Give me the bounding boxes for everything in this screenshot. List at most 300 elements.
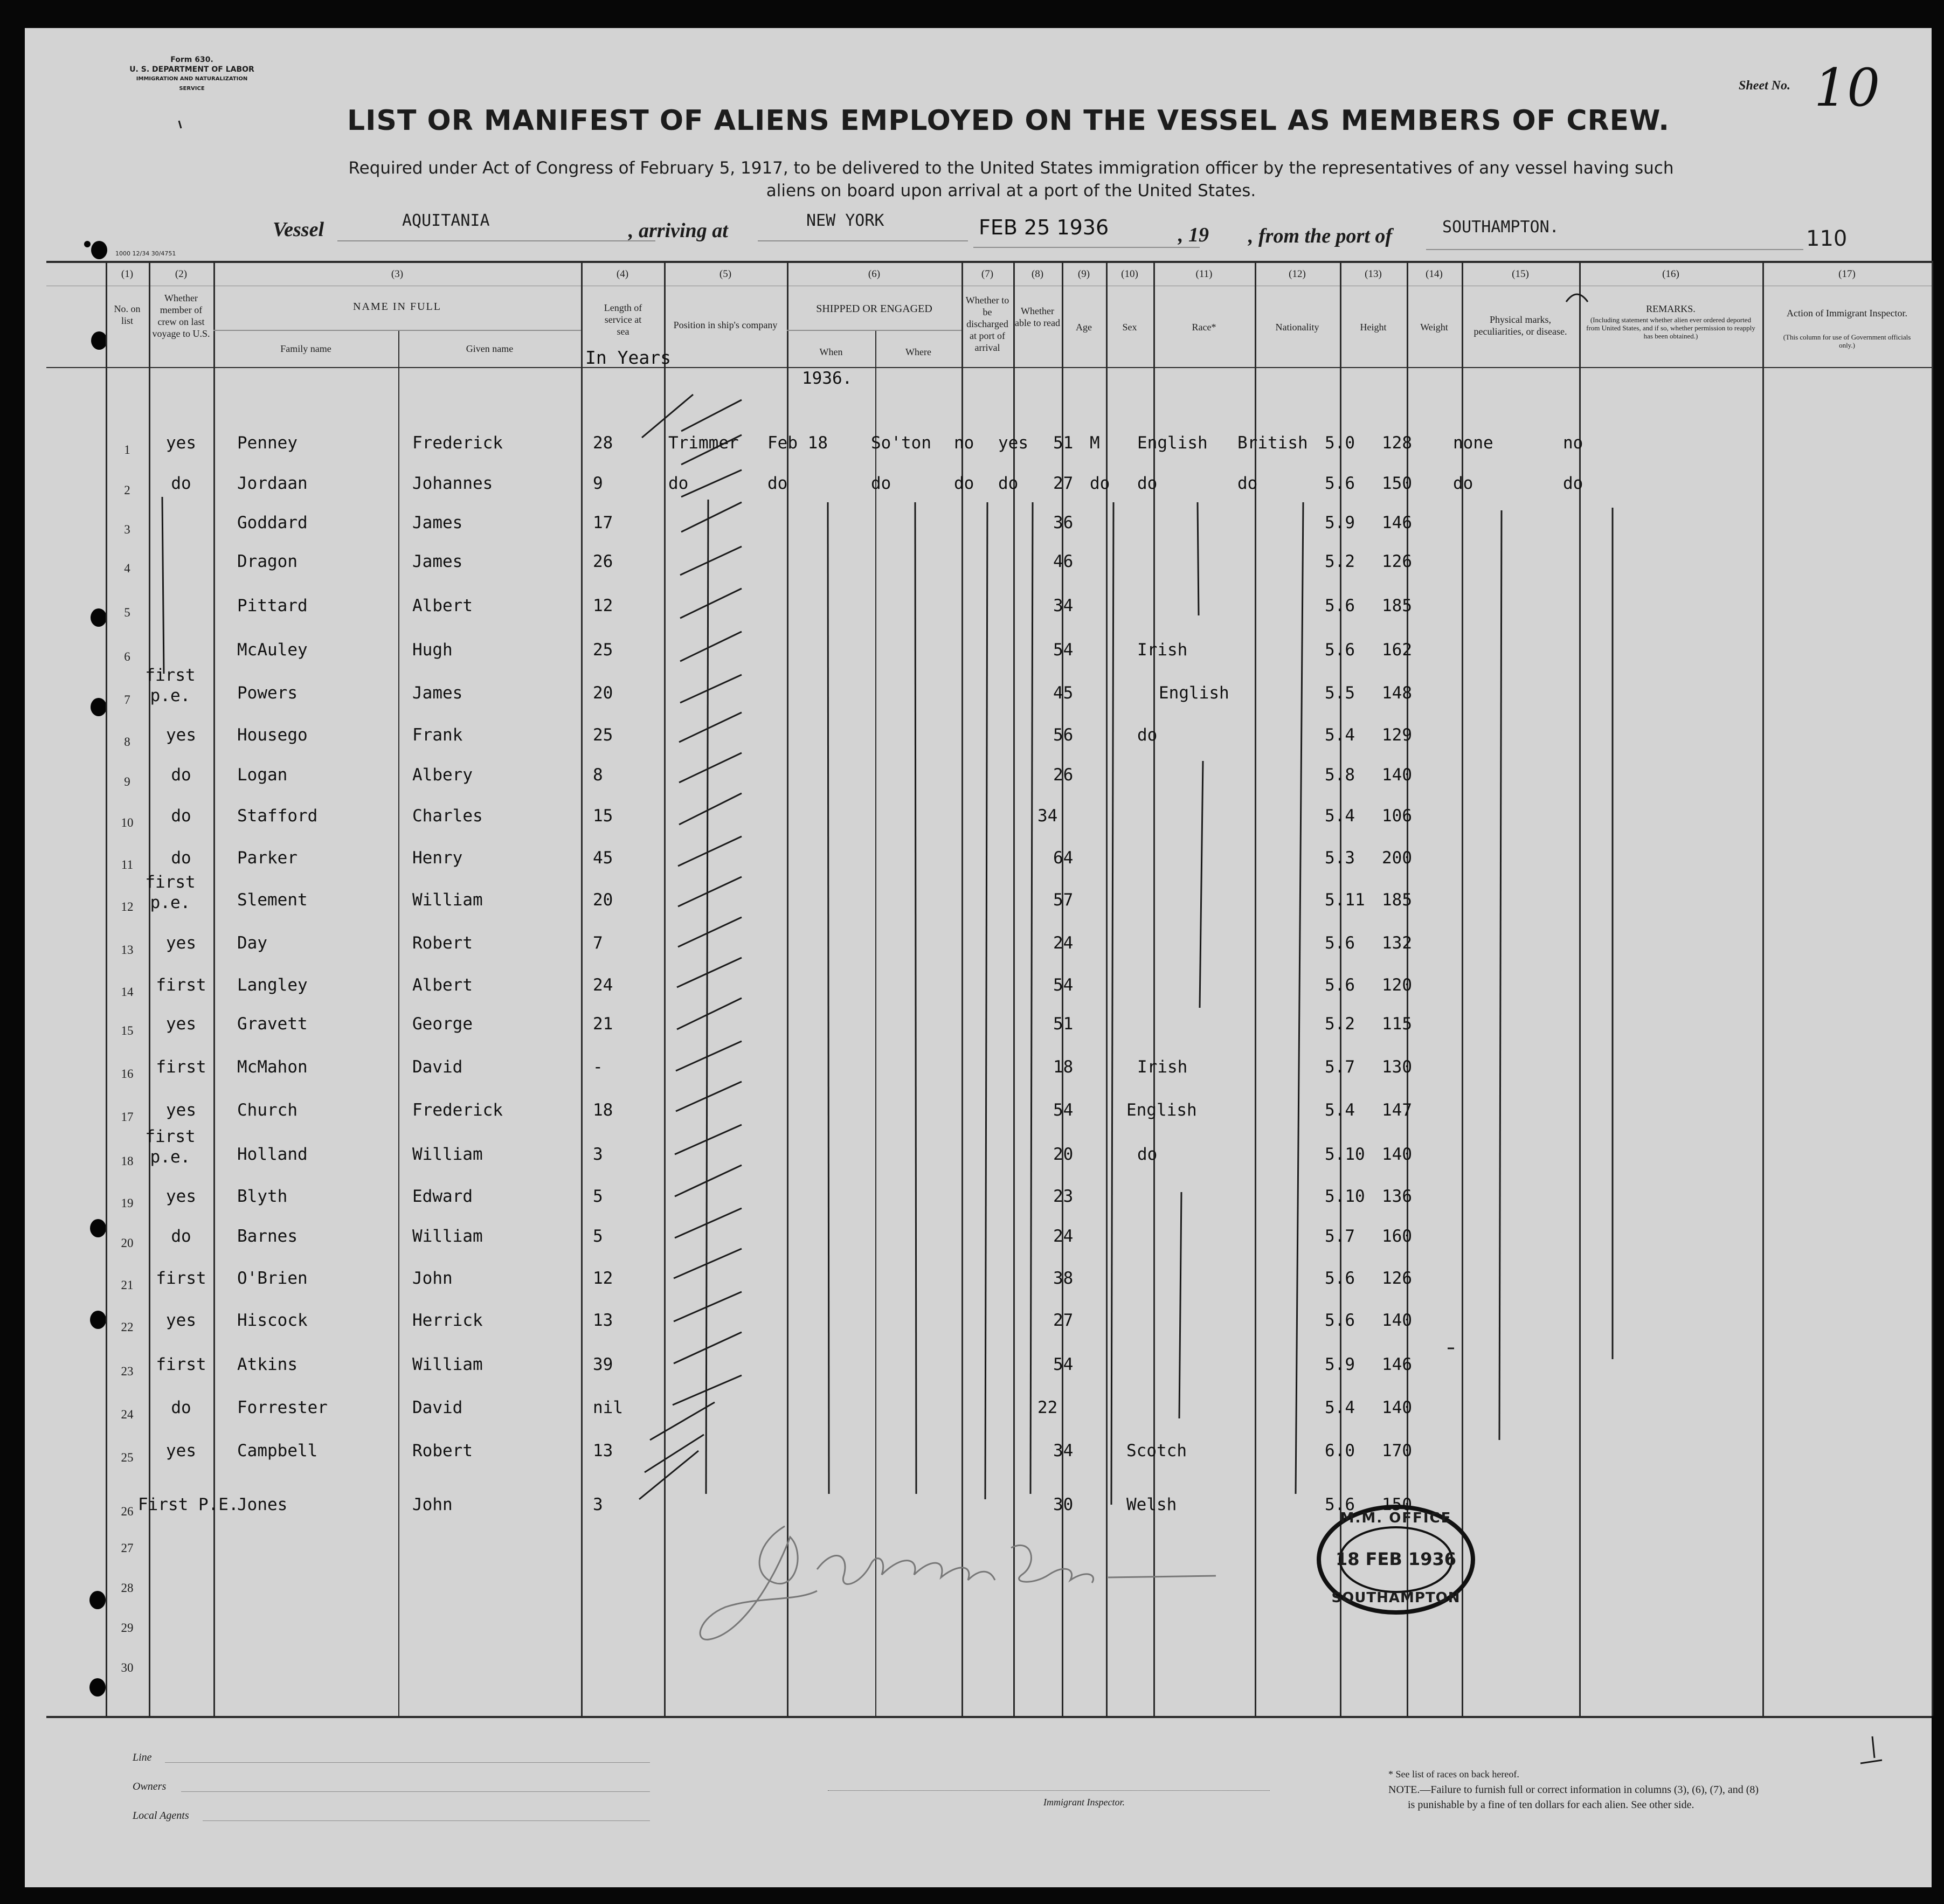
cell-family: Housego — [237, 725, 308, 745]
column-number: (3) — [391, 268, 404, 280]
column-number: (5) — [719, 268, 732, 280]
cell-service: 5 — [593, 1227, 603, 1246]
cell-height: 5.6 — [1325, 1495, 1355, 1514]
row-number: 17 — [121, 1110, 134, 1124]
cell-age: 20 — [1053, 1145, 1074, 1164]
cell-given: John — [412, 1269, 453, 1288]
subtitle-line-1: Required under Act of Congress of February 5, 1917, to be delivered to the United States immigration officer by the representatives of any vessel having such — [348, 158, 1674, 178]
row-number: 27 — [121, 1541, 134, 1555]
cell-crew: First P.E. — [138, 1495, 239, 1514]
column-number: (9) — [1077, 268, 1090, 280]
cell-height: 5.6 — [1325, 474, 1355, 493]
cell-crew: first — [156, 1355, 206, 1374]
cell-age: 34 — [1053, 596, 1074, 615]
row-number: 2 — [124, 483, 130, 497]
cell-where: do — [871, 474, 891, 493]
cell-height: 5.0 — [1325, 433, 1355, 453]
cell-service: 26 — [593, 552, 613, 571]
row-number: 8 — [124, 735, 130, 749]
cell-race: do — [1137, 474, 1158, 493]
cell-weight: 162 — [1382, 640, 1412, 660]
cell-family: Gravett — [237, 1014, 308, 1034]
cell-height: 5.9 — [1325, 513, 1355, 532]
cell-weight: 140 — [1382, 765, 1412, 785]
header-given-name: Given name — [466, 343, 514, 354]
cell-family: Jordaan — [237, 474, 308, 493]
cell-given: David — [412, 1057, 463, 1077]
cell-nationality: do — [1237, 474, 1258, 493]
cell-race: English — [1137, 433, 1208, 453]
header-length-of-service: Length of service at sea — [604, 302, 642, 337]
cell-age: 22 — [1037, 1398, 1058, 1417]
cell-given: Albert — [412, 596, 473, 615]
cell-race: Irish — [1137, 640, 1188, 660]
cell-crew: yes — [166, 933, 196, 953]
cell-crew: do — [171, 848, 191, 868]
cell-age: 56 — [1053, 725, 1074, 745]
cell-family: Blyth — [237, 1187, 288, 1206]
column-number: (11) — [1195, 268, 1213, 280]
cell-service: 39 — [593, 1355, 613, 1374]
cell-sex: do — [1090, 474, 1110, 493]
cell-family: Hiscock — [237, 1311, 308, 1330]
cell-service: 45 — [593, 848, 613, 868]
cell-weight: 200 — [1382, 848, 1412, 868]
cell-height: 5.6 — [1325, 975, 1355, 995]
cell-age: 54 — [1053, 1100, 1074, 1120]
cell-weight: 129 — [1382, 725, 1412, 745]
row-number: 19 — [121, 1196, 134, 1210]
print-code: 1000 12/34 30/4751 — [115, 250, 176, 257]
cell-service: 15 — [593, 806, 613, 826]
cell-service: 5 — [593, 1187, 603, 1206]
arrival-port: NEW YORK — [806, 211, 884, 230]
column-number: (7) — [981, 268, 994, 280]
cell-given: William — [412, 890, 483, 910]
cell-given: Frederick — [412, 1100, 503, 1120]
cell-read: do — [998, 474, 1019, 493]
cell-service: 21 — [593, 1014, 613, 1034]
cell-race: do — [1137, 725, 1158, 745]
cell-weight: 140 — [1382, 1398, 1412, 1417]
cell-family: Logan — [237, 765, 288, 785]
cell-age: 54 — [1053, 975, 1074, 995]
cell-age: 27 — [1053, 474, 1074, 493]
cell-family: Holland — [237, 1145, 308, 1164]
cell-given: Johannes — [412, 474, 493, 493]
cell-crew: first — [156, 1269, 206, 1288]
cell-weight: 160 — [1382, 1227, 1412, 1246]
cell-age: 23 — [1053, 1187, 1074, 1206]
cell-service: 18 — [593, 1100, 613, 1120]
cell-crew: first — [156, 975, 206, 995]
cell-crew: yes — [166, 1100, 196, 1120]
cell-weight: 147 — [1382, 1100, 1412, 1120]
page-count: 110 — [1806, 226, 1848, 251]
cell-height: 5.6 — [1325, 596, 1355, 615]
inspector-signature — [688, 1505, 1259, 1666]
row-number: 10 — [121, 816, 134, 829]
cell-weight: 170 — [1382, 1441, 1412, 1460]
departure-port: SOUTHAMPTON. — [1442, 218, 1559, 237]
header-name-in-full: NAME IN FULL — [353, 301, 441, 313]
cell-age: 64 — [1053, 848, 1074, 868]
cell-height: 5.7 — [1325, 1057, 1355, 1077]
cell-service: 12 — [593, 1269, 613, 1288]
cell-crew: yes — [166, 1014, 196, 1034]
cell-crew: do — [171, 474, 191, 493]
cell-height: 6.0 — [1325, 1441, 1355, 1460]
header-sex: Sex — [1122, 322, 1137, 333]
cell-given: Frank — [412, 725, 463, 745]
cell-family: Stafford — [237, 806, 318, 826]
vessel-label: Vessel — [273, 218, 324, 241]
header-race: Race* — [1192, 322, 1216, 333]
cell-race: Irish — [1137, 1057, 1188, 1077]
cell-weight: 106 — [1382, 806, 1412, 826]
row-number: 6 — [124, 650, 130, 663]
cell-family: Church — [237, 1100, 298, 1120]
cell-where: So'ton — [871, 433, 931, 453]
footer-line-label: Line — [133, 1751, 152, 1763]
column-number: (16) — [1662, 268, 1679, 280]
stamp-port: SOUTHAMPTON — [1331, 1590, 1461, 1606]
row-number: 13 — [121, 943, 134, 957]
cell-service: 24 — [593, 975, 613, 995]
cell-family: McAuley — [237, 640, 308, 660]
cell-given: James — [412, 552, 463, 571]
cell-height: 5.5 — [1325, 683, 1355, 703]
cell-weight: 126 — [1382, 552, 1412, 571]
cell-service: 28 — [593, 433, 613, 453]
cell-weight: 146 — [1382, 1355, 1412, 1374]
header-age: Age — [1076, 322, 1092, 333]
row-number: 12 — [121, 900, 134, 913]
cell-family: Powers — [237, 683, 298, 703]
footer-agents-rule — [203, 1820, 650, 1821]
header-list-number: No. on list — [114, 303, 141, 326]
cell-service: 3 — [593, 1495, 603, 1514]
row-number: 23 — [121, 1365, 134, 1378]
cell-family: Forrester — [237, 1398, 328, 1417]
cell-crew: yes — [166, 1187, 196, 1206]
stamp-date: 18 FEB 1936 — [1336, 1549, 1456, 1569]
cell-given: Robert — [412, 933, 473, 953]
cell-service: - — [593, 1057, 603, 1077]
cell-weight: 126 — [1382, 1269, 1412, 1288]
cell-when: do — [767, 474, 788, 493]
row-number: 11 — [121, 858, 134, 871]
cell-given: Albert — [412, 975, 473, 995]
cell-given: William — [412, 1145, 483, 1164]
cell-crew: yes — [166, 1441, 196, 1460]
cell-height: 5.4 — [1325, 806, 1355, 826]
header-position: Position in ship's company — [673, 320, 778, 330]
header-inspector-note: (This column for use of Government officials only.) — [1783, 333, 1911, 349]
header-physical-marks: Physical marks, peculiarities, or disease. — [1473, 314, 1567, 337]
header-nationality: Nationality — [1275, 322, 1319, 333]
cell-age: 24 — [1053, 1227, 1074, 1246]
footer-agents-label: Local Agents — [133, 1810, 189, 1822]
vessel-name: AQUITANIA — [402, 211, 490, 230]
cell-given: Frederick — [412, 433, 503, 453]
cell-given: Albery — [412, 765, 473, 785]
cell-given: Robert — [412, 1441, 473, 1460]
row-number: 20 — [121, 1236, 134, 1250]
cell-given: Edward — [412, 1187, 473, 1206]
header-discharged: Whether to be discharged at port of arrival — [965, 295, 1009, 353]
service-unit-entry: In Years — [585, 347, 671, 368]
cell-given: Hugh — [412, 640, 453, 660]
cell-age: 51 — [1053, 1014, 1074, 1034]
column-number: (10) — [1121, 268, 1138, 280]
cell-height: 5.3 — [1325, 848, 1355, 868]
cell-family: Day — [237, 933, 267, 953]
row-number: 1 — [124, 443, 130, 456]
cell-marks: do — [1453, 474, 1473, 493]
header-shipped-where: Where — [905, 347, 931, 357]
cell-sex: M — [1090, 433, 1100, 453]
inspector-signature-rule — [828, 1790, 1270, 1791]
sheet-number: 10 — [1814, 58, 1880, 118]
cell-height: 5.6 — [1325, 640, 1355, 660]
cell-service: 25 — [593, 725, 613, 745]
cell-age: 51 — [1053, 433, 1074, 453]
column-number: (8) — [1031, 268, 1044, 280]
cell-age: 46 — [1053, 552, 1074, 571]
cell-age: 34 — [1053, 1441, 1074, 1460]
cell-weight: 150 — [1382, 474, 1412, 493]
cell-marks: none — [1453, 433, 1493, 453]
cell-height: 5.9 — [1325, 1355, 1355, 1374]
row-number: 3 — [124, 523, 130, 536]
cell-service: 13 — [593, 1441, 613, 1460]
cell-given: James — [412, 683, 463, 703]
cell-family: O'Brien — [237, 1269, 308, 1288]
row-number: 28 — [121, 1581, 134, 1595]
row-number: 16 — [121, 1067, 134, 1081]
sheet-number-label: Sheet No. — [1739, 79, 1790, 93]
cell-crew: yes — [166, 725, 196, 745]
cell-given: Henry — [412, 848, 463, 868]
cell-family: Slement — [237, 890, 308, 910]
column-number: (1) — [121, 268, 134, 280]
cell-service: nil — [593, 1398, 623, 1417]
row-number: 29 — [121, 1621, 134, 1635]
column-number: (2) — [175, 268, 188, 280]
header-shipped-when: When — [819, 347, 843, 357]
row-number: 7 — [124, 693, 130, 707]
cell-position: Trimmer — [668, 433, 739, 453]
cell-given: George — [412, 1014, 473, 1034]
cell-height: 5.6 — [1325, 933, 1355, 953]
column-number: (12) — [1289, 268, 1306, 280]
column-number: (6) — [868, 268, 881, 280]
cell-crew: first p.e. — [145, 666, 196, 705]
cell-remarks: no — [1563, 433, 1583, 453]
cell-given: James — [412, 513, 463, 532]
cell-family: Dragon — [237, 552, 298, 571]
races-note: * See list of races on back hereof. — [1388, 1769, 1519, 1780]
cell-height: 5.4 — [1325, 725, 1355, 745]
form-number: Form 630. — [170, 56, 213, 64]
row-number: 5 — [124, 606, 130, 619]
cell-weight: 140 — [1382, 1145, 1412, 1164]
cell-crew: do — [171, 1227, 191, 1246]
cell-height: 5.11 — [1325, 890, 1365, 910]
cell-family: Langley — [237, 975, 308, 995]
cell-race: Welsh — [1126, 1495, 1177, 1514]
subtitle-line-2: aliens on board upon arrival at a port of the United States. — [766, 181, 1256, 200]
cell-race: English — [1159, 683, 1229, 703]
cell-weight: 150 — [1382, 1495, 1412, 1514]
row-number: 25 — [121, 1451, 134, 1464]
cell-crew: do — [171, 765, 191, 785]
cell-family: Jones — [237, 1495, 288, 1514]
cell-age: 54 — [1053, 640, 1074, 660]
cell-race: English — [1126, 1100, 1197, 1120]
cell-service: 13 — [593, 1311, 613, 1330]
header-inspector-action: Action of Immigrant Inspector. — [1787, 308, 1907, 319]
cell-crew: do — [171, 1398, 191, 1417]
cell-family: Atkins — [237, 1355, 298, 1374]
cell-given: John — [412, 1495, 453, 1514]
row-number: 21 — [121, 1278, 134, 1292]
cell-race: Scotch — [1126, 1441, 1187, 1460]
cell-weight: 115 — [1382, 1014, 1412, 1034]
cell-nationality: British — [1237, 433, 1308, 453]
cell-service: 3 — [593, 1145, 603, 1164]
row-number: 15 — [121, 1024, 134, 1037]
cell-age: 54 — [1053, 1355, 1074, 1374]
cell-remarks: do — [1563, 474, 1583, 493]
cell-given: Charles — [412, 806, 483, 826]
stamp-office: M.M. OFFICE — [1340, 1510, 1452, 1526]
cell-crew: first — [156, 1057, 206, 1077]
manifest-sheet — [25, 28, 1932, 1887]
cell-service: 7 — [593, 933, 603, 953]
cell-crew: yes — [166, 433, 196, 453]
service-name: IMMIGRATION AND NATURALIZATION SERVICE — [136, 76, 248, 92]
year-label: , 19 — [1178, 224, 1209, 246]
cell-age: 38 — [1053, 1269, 1074, 1288]
cell-height: 5.10 — [1325, 1187, 1365, 1206]
cell-age: 34 — [1037, 806, 1058, 826]
cell-weight: 185 — [1382, 890, 1412, 910]
cell-discharged: do — [954, 474, 974, 493]
from-port-label: , from the port of — [1248, 225, 1393, 247]
cell-crew: first p.e. — [145, 1127, 196, 1167]
cell-height: 5.10 — [1325, 1145, 1365, 1164]
penalty-note-1: NOTE.—Failure to furnish full or correct information in columns (3), (6), (7), and (8) — [1388, 1784, 1759, 1796]
cell-given: Herrick — [412, 1311, 483, 1330]
cell-height: 5.6 — [1325, 1311, 1355, 1330]
cell-family: Campbell — [237, 1441, 318, 1460]
cell-weight: 185 — [1382, 596, 1412, 615]
footer-owners-label: Owners — [133, 1781, 167, 1792]
cell-position: do — [668, 474, 689, 493]
cell-given: William — [412, 1227, 483, 1246]
header-remarks-note: (Including statement whether alien ever ordered deported from United States, and if so, whether permission to reapply has been obtained.) — [1586, 316, 1755, 340]
cell-service: 8 — [593, 765, 603, 785]
column-number: (14) — [1426, 268, 1443, 280]
shipped-year-entry: 1936. — [802, 369, 853, 388]
cell-family: Parker — [237, 848, 298, 868]
cell-crew: first p.e. — [145, 873, 196, 912]
row-number: 4 — [124, 562, 130, 575]
cell-family: Pittard — [237, 596, 308, 615]
header-able-to-read: Whether able to read — [1015, 306, 1060, 328]
row-number: 24 — [121, 1408, 134, 1421]
cell-given: William — [412, 1355, 483, 1374]
cell-family: Penney — [237, 433, 298, 453]
cell-age: 26 — [1053, 765, 1074, 785]
cell-service: 17 — [593, 513, 613, 532]
cell-weight: 130 — [1382, 1057, 1412, 1077]
cell-when: Feb 18 — [767, 433, 828, 453]
cell-age: 18 — [1053, 1057, 1074, 1077]
page-title: LIST OR MANIFEST OF ALIENS EMPLOYED ON THE VESSEL AS MEMBERS OF CREW. — [347, 105, 1670, 137]
cell-weight: 146 — [1382, 513, 1412, 532]
column-number: (15) — [1512, 268, 1529, 280]
inspector-label: Immigrant Inspector. — [1043, 1797, 1125, 1808]
cell-height: 5.2 — [1325, 1014, 1355, 1034]
cell-family: Barnes — [237, 1227, 298, 1246]
row-number: 26 — [121, 1505, 134, 1518]
penalty-note-2: is punishable by a fine of ten dollars for each alien. See other side. — [1408, 1799, 1694, 1811]
cell-age: 24 — [1053, 933, 1074, 953]
cell-read: yes — [998, 433, 1028, 453]
column-number: (13) — [1365, 268, 1382, 280]
cell-age: 57 — [1053, 890, 1074, 910]
cell-weight: 148 — [1382, 683, 1412, 703]
row-number: 22 — [121, 1320, 134, 1334]
row-number: 18 — [121, 1154, 134, 1168]
cell-service: 12 — [593, 596, 613, 615]
cell-height: 5.2 — [1325, 552, 1355, 571]
department-name: U. S. DEPARTMENT OF LABOR — [129, 65, 254, 74]
column-number: (17) — [1838, 268, 1856, 280]
cell-discharged: no — [954, 433, 974, 453]
cell-race: do — [1137, 1145, 1158, 1164]
row-number: 14 — [121, 985, 134, 999]
cell-weight: 132 — [1382, 933, 1412, 953]
footer-line-rule — [165, 1762, 650, 1763]
cell-service: 20 — [593, 890, 613, 910]
cell-crew: yes — [166, 1311, 196, 1330]
cell-age: 27 — [1053, 1311, 1074, 1330]
cell-height: 5.6 — [1325, 1269, 1355, 1288]
header-shipped-or-engaged: SHIPPED OR ENGAGED — [816, 303, 932, 315]
cell-service: 25 — [593, 640, 613, 660]
cell-weight: 120 — [1382, 975, 1412, 995]
header-height: Height — [1360, 322, 1387, 333]
header-remarks: REMARKS. — [1646, 303, 1696, 314]
cell-height: 5.7 — [1325, 1227, 1355, 1246]
cell-service: 9 — [593, 474, 603, 493]
cell-height: 5.4 — [1325, 1398, 1355, 1417]
cell-weight: 140 — [1382, 1311, 1412, 1330]
arriving-label: , arriving at — [628, 219, 728, 242]
cell-given: David — [412, 1398, 463, 1417]
cell-height: 5.4 — [1325, 1100, 1355, 1120]
footer-owners-rule — [181, 1791, 650, 1792]
cell-service: 20 — [593, 683, 613, 703]
row-number: 9 — [124, 775, 130, 788]
header-weight: Weight — [1420, 322, 1448, 333]
mm-office-stamp — [1315, 1504, 1477, 1616]
cell-crew: do — [171, 806, 191, 826]
